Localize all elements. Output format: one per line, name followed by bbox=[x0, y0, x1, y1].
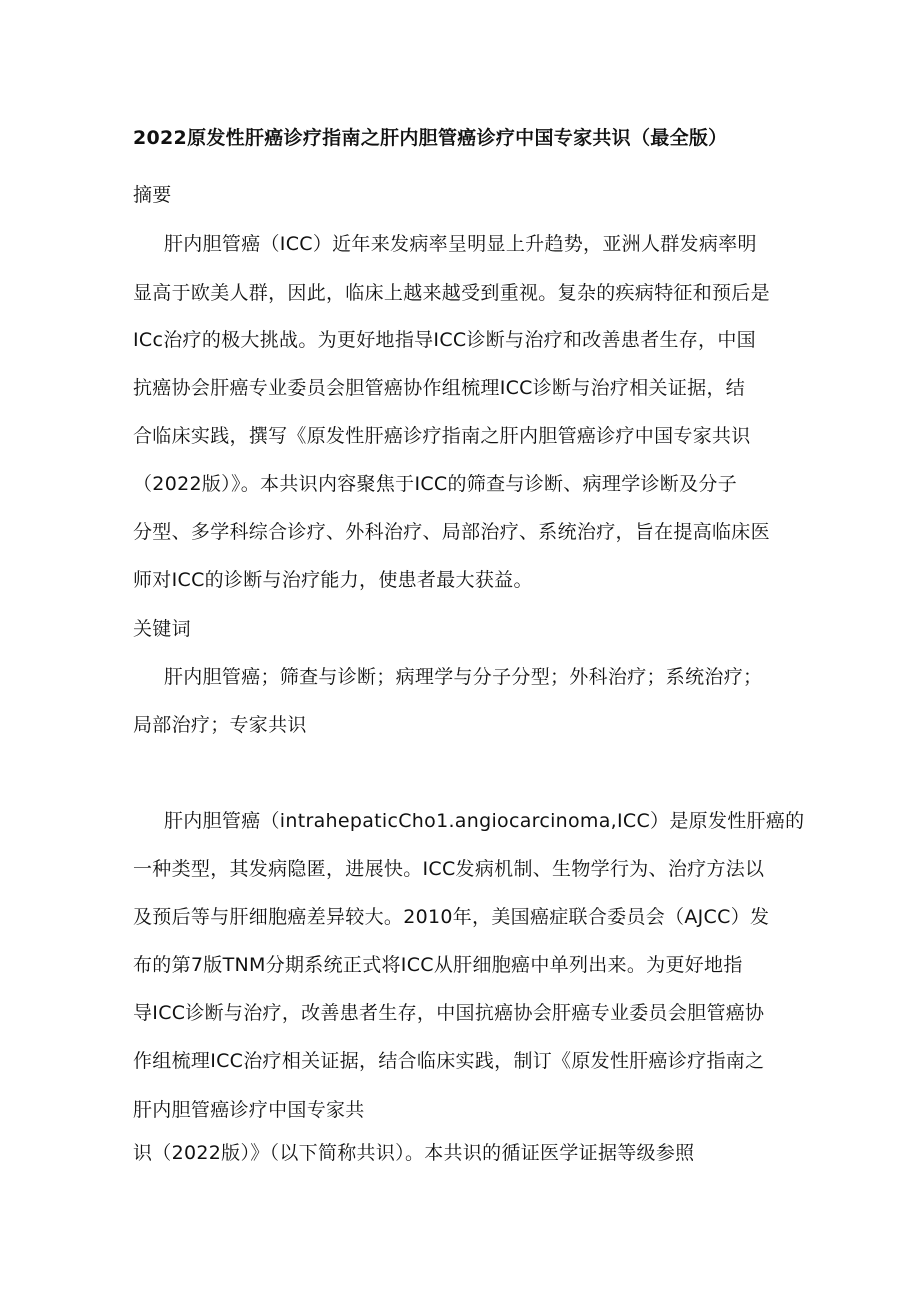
keywords-line: 肝内胆管癌；筛查与诊断；病理学与分子分型；外科治疗；系统治疗； bbox=[164, 666, 763, 688]
abstract-line: 显高于欧美人群，因此，临床上越来越受到重视。复杂的疾病特征和预后是 bbox=[133, 282, 770, 304]
body-line: 导ICC诊断与治疗，改善患者生存，中国抗癌协会肝癌专业委员会胆管癌协 bbox=[133, 1002, 765, 1024]
body-line: 作组梳理ICC治疗相关证据，结合临床实践，制订《原发性肝癌诊疗指南之 bbox=[133, 1050, 765, 1072]
abstract-line: 合临床实践，撰写《原发性肝癌诊疗指南之肝内胆管癌诊疗中国专家共识 bbox=[133, 425, 751, 447]
abstract-line: 分型、多学科综合诊疗、外科治疗、局部治疗、系统治疗，旨在提高临床医 bbox=[133, 521, 770, 543]
body-line: 布的第7版TNM分期系统正式将ICC从肝细胞癌中单列出来。为更好地指 bbox=[133, 954, 743, 976]
body-line: 及预后等与肝细胞癌差异较大。2010年，美国癌症联合委员会（AJCC）发 bbox=[133, 906, 770, 928]
body-line: 识（2022版）》（以下简称共识）。本共识的循证医学证据等级参照 bbox=[133, 1142, 695, 1164]
abstract-line: 抗癌协会肝癌专业委员会胆管癌协作组梳理ICC诊断与治疗相关证据，结 bbox=[133, 377, 746, 399]
abstract-heading: 摘要 bbox=[133, 184, 172, 206]
keywords-heading: 关键词 bbox=[133, 618, 191, 640]
body-line: 肝内胆管癌诊疗中国专家共 bbox=[133, 1099, 365, 1121]
document-title: 2022原发性肝癌诊疗指南之肝内胆管癌诊疗中国专家共识（最全版） bbox=[133, 127, 728, 149]
abstract-line: 师对ICC的诊断与治疗能力，使患者最大获益。 bbox=[133, 569, 533, 591]
body-line: 一种类型，其发病隐匿，进展快。ICC发病机制、生物学行为、治疗方法以 bbox=[133, 858, 765, 880]
abstract-line: ICc治疗的极大挑战。为更好地指导ICC诊断与治疗和改善患者生存，中国 bbox=[133, 329, 756, 351]
body-line: 肝内胆管癌（intrahepaticCho1.angiocarcinoma,ICC）是原发性肝癌的 bbox=[164, 810, 805, 832]
abstract-line: 肝内胆管癌（ICC）近年来发病率呈明显上升趋势，亚洲人群发病率明 bbox=[164, 233, 757, 255]
abstract-line: （2022版）》。本共识内容聚焦于ICC的筛查与诊断、病理学诊断及分子 bbox=[133, 473, 737, 495]
keywords-line: 局部治疗；专家共识 bbox=[133, 714, 307, 736]
